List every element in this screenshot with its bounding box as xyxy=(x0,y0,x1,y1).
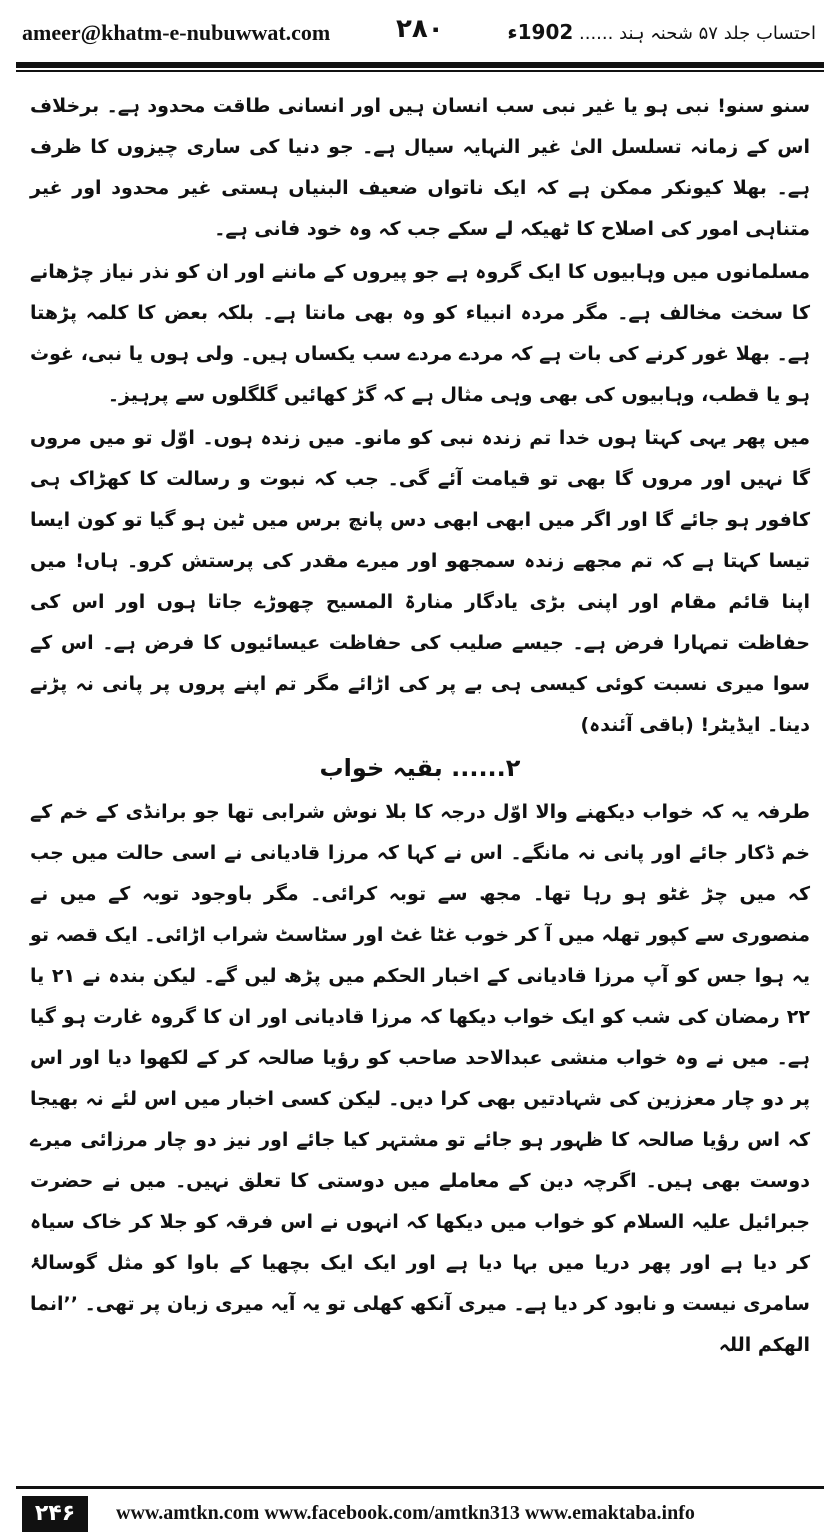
header-page-number: ۲۸۰ xyxy=(396,14,444,44)
header-rule-thin xyxy=(16,70,824,72)
paragraph-1: سنو سنو! نبی ہو یا غیر نبی سب انسان ہیں اور انسانی طاقت محدود ہے۔ برخلاف اس کے زمانہ تسلسل الیٰ غیر النہایہ سیال ہے۔ جو دنیا کی ساری چیزوں کا ظرف ہے۔ بھلا کیونکر ممکن ہے کہ ایک ناتواں ضعیف البنیاں ہستی غیر محدود اور غیر متناہی امور کی اصلاح کا ٹھیکہ لے سکے جب کہ وہ خود فانی ہے۔ xyxy=(30,95,810,240)
running-title-year: 1902ء xyxy=(507,20,574,44)
footer-page-number: ۲۴۶ xyxy=(22,1496,88,1532)
header-running-title xyxy=(507,20,816,44)
page-body xyxy=(30,86,810,1366)
running-title-text: احتساب جلد ۵۷ شحنہ ہند ...... xyxy=(579,23,816,44)
section-heading: ۲...... بقیہ خواب xyxy=(319,754,521,782)
footer-rule xyxy=(16,1486,824,1489)
page-header xyxy=(16,14,824,58)
footer-links: www.amtkn.com www.facebook.com/amtkn313 www.emaktaba.info xyxy=(116,1502,695,1524)
paragraph-3: میں پھر یہی کہتا ہوں خدا تم زندہ نبی کو مانو۔ میں زندہ ہوں۔ اوّل تو میں مروں گا نہیں اور مروں گا بھی تو قیامت آئے گی۔ جب کہ نبوت و رسالت کا کھڑاک ہی کافور ہو جائے گا اور اگر میں ابھی ابھی دس پانچ برس میں ٹین ہو گیا تو کون ایسا تیسا کہتا ہے کہ تم مجھے زندہ سمجھو اور میرے مقدر کی پرستش کرو۔ ہاں! میں اپنا قائم مقام اور اپنی بڑی یادگار منارۃ المسیح چھوڑے جاتا ہوں اور اس کی حفاظت تمہارا فرض ہے۔ جیسے صلیب کی حفاظت عیسائیوں کا فرض ہے۔ اس کے سوا میری نسبت کوئی کیسی ہی بے پر کی اڑائے مگر تم اپنے پروں پر پانی نہ پڑنے دینا۔ ایڈیٹر! (باقی آئندہ) xyxy=(30,427,810,736)
header-email: ameer@khatm-e-nubuwwat.com xyxy=(22,20,331,45)
paragraph-2: مسلمانوں میں وہابیوں کا ایک گروہ ہے جو پیروں کے ماننے اور ان کو نذر نیاز چڑھانے کا سخت مخالف ہے۔ مگر مردہ انبیاء کو وہ بھی مانتا ہے۔ بلکہ بعض کا کلمہ پڑھتا ہے۔ بھلا غور کرنے کی بات ہے کہ مردے مردے سب یکساں ہیں۔ ولی ہوں یا نبی، غوث ہو یا قطب، وہابیوں کی بھی وہی مثال ہے کہ گڑ کھائیں گلگلوں سے پرہیز۔ xyxy=(30,261,810,406)
section-paragraph: طرفہ یہ کہ خواب دیکھنے والا اوّل درجہ کا بلا نوش شرابی تھا جو برانڈی کے خم کے خم ڈکار جائے اور پانی نہ مانگے۔ اس نے کہا کہ مرزا قادیانی نے اسی حالت میں جب کہ میں چڑ غٹو ہو رہا تھا۔ مجھ سے توبہ کرائی۔ مگر باوجود توبہ کے میں نے منصوری سے کپور تھلہ میں آ کر خوب غٹا غٹ اور سٹاسٹ شراب اڑائی۔ ایک قصہ تو یہ ہوا جس کو آپ مرزا قادیانی کے اخبار الحکم میں پڑھ لیں گے۔ لیکن بندہ نے ۲۱ یا ۲۲ رمضان کی شب کو ایک خواب دیکھا کہ مرزا قادیانی اور ان کا گروہ غارت ہو گیا ہے۔ میں نے وہ خواب منشی عبدالاحد صاحب کو رؤیا صالحہ کر کے لکھوا دیا اور اس پر دو چار معززین کی شہادتیں بھی کرا دیں۔ لیکن کسی اخبار میں اس لئے نہ بھیجا کہ اس رؤیا صالحہ کا ظہور ہو جائے تو مشتہر کیا جائے اور نیز دو چار مرزائی میرے دوست بھی ہیں۔ اگرچہ دین کے معاملے میں دوستی کا تعلق نہیں۔ میں نے حضرت جبرائیل علیہ السلام کو خواب میں دیکھا کہ انہوں نے اس فرقہ کو جلا کر خاک سیاہ کر دیا ہے اور پھر دریا میں بہا دیا ہے اور ایک ایک بچھیا کے باوا کو مثل گوسالۂ سامری نیست و نابود کر دیا ہے۔ میری آنکھ کھلی تو یہ آیہ میری زبان پر تھی۔ ’’انما الھکم اللہ xyxy=(30,801,811,1356)
header-rule-thick xyxy=(16,62,824,68)
